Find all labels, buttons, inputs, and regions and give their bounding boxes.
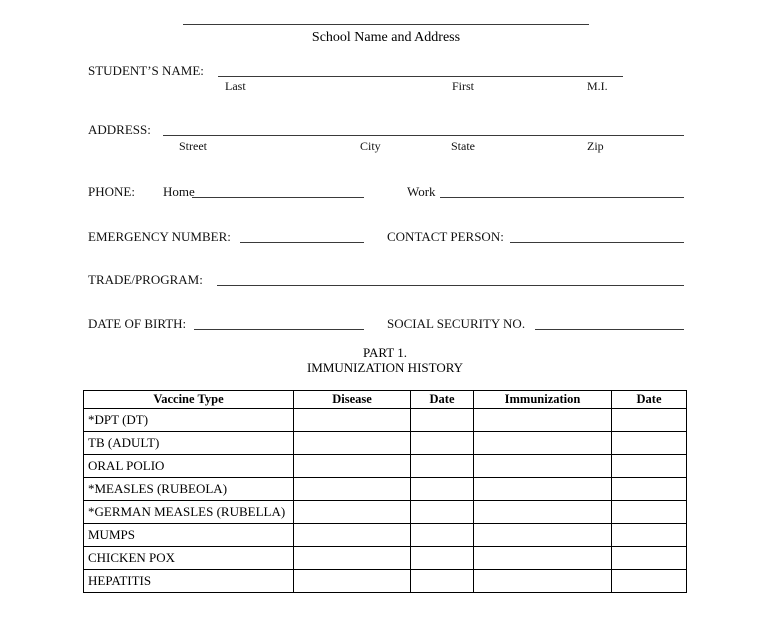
table-row: [84, 409, 687, 432]
student-name-sublabel-first: First: [452, 79, 475, 93]
contact-person-label: CONTACT PERSON:: [387, 229, 504, 244]
table-row: [84, 455, 687, 478]
column-header-vaccine-type: Vaccine Type: [84, 391, 294, 409]
emergency-number-input[interactable]: [240, 242, 364, 243]
phone-work-input[interactable]: [440, 197, 684, 198]
cell-date-immunization[interactable]: [612, 547, 687, 570]
part-number-line: PART 1.: [362, 345, 408, 360]
address-label: ADDRESS:: [88, 122, 151, 137]
address-sublabel-state: State: [451, 139, 475, 153]
cell-immunization[interactable]: [474, 455, 612, 478]
phone-home-label: Home: [163, 184, 195, 199]
cell-vaccine-type: ORAL POLIO: [84, 455, 294, 478]
social-security-label: SOCIAL SECURITY NO.: [387, 316, 526, 331]
address-input[interactable]: [163, 135, 684, 136]
cell-date-immunization[interactable]: [612, 501, 687, 524]
cell-immunization[interactable]: [474, 547, 612, 570]
student-name-sublabel-last: Last: [225, 79, 246, 93]
table-body: [84, 409, 687, 593]
cell-immunization[interactable]: [474, 432, 612, 455]
address-sublabel-zip: Zip: [587, 139, 604, 153]
cell-date-immunization[interactable]: [612, 478, 687, 501]
school-name-rule[interactable]: [183, 24, 589, 25]
table-row: [84, 524, 687, 547]
cell-date-immunization[interactable]: [612, 432, 687, 455]
school-name-caption: School Name and Address: [311, 30, 461, 45]
student-name-label: STUDENT’S NAME:: [88, 63, 204, 78]
trade-program-input[interactable]: [217, 285, 684, 286]
part-title: [0, 345, 770, 375]
cell-date-disease[interactable]: [411, 455, 474, 478]
cell-immunization[interactable]: [474, 409, 612, 432]
table-row: [84, 501, 687, 524]
cell-immunization[interactable]: [474, 478, 612, 501]
table-row: [84, 432, 687, 455]
column-header-immunization: Immunization: [474, 391, 612, 409]
cell-immunization[interactable]: [474, 501, 612, 524]
cell-date-immunization[interactable]: [612, 455, 687, 478]
cell-date-disease[interactable]: [411, 547, 474, 570]
cell-disease[interactable]: [294, 524, 411, 547]
column-header-date-disease: Date: [411, 391, 474, 409]
cell-disease[interactable]: [294, 570, 411, 593]
cell-date-disease[interactable]: [411, 478, 474, 501]
cell-vaccine-type: *DPT (DT): [84, 409, 294, 432]
column-header-date-immunization: Date: [612, 391, 687, 409]
cell-disease[interactable]: [294, 455, 411, 478]
cell-disease[interactable]: [294, 432, 411, 455]
contact-person-input[interactable]: [510, 242, 684, 243]
table-row: [84, 478, 687, 501]
cell-date-disease[interactable]: [411, 501, 474, 524]
student-name-input[interactable]: [218, 76, 623, 77]
cell-immunization[interactable]: [474, 570, 612, 593]
cell-vaccine-type: TB (ADULT): [84, 432, 294, 455]
table-header-row: [84, 391, 687, 409]
trade-program-label: TRADE/PROGRAM:: [88, 272, 203, 287]
cell-vaccine-type: *GERMAN MEASLES (RUBELLA): [84, 501, 294, 524]
cell-date-immunization[interactable]: [612, 409, 687, 432]
phone-home-input[interactable]: [192, 197, 364, 198]
date-of-birth-label: DATE OF BIRTH:: [88, 316, 187, 331]
social-security-input[interactable]: [535, 329, 684, 330]
immunization-history-table: [83, 390, 687, 593]
part-title-line: IMMUNIZATION HISTORY: [306, 360, 464, 375]
cell-disease[interactable]: [294, 501, 411, 524]
phone-work-label: Work: [407, 184, 436, 199]
cell-date-disease[interactable]: [411, 409, 474, 432]
table-row: [84, 570, 687, 593]
student-name-sublabel-mi: M.I.: [587, 79, 608, 93]
phone-label: PHONE:: [88, 184, 135, 199]
address-sublabel-street: Street: [179, 139, 207, 153]
cell-disease[interactable]: [294, 478, 411, 501]
cell-date-disease[interactable]: [411, 570, 474, 593]
column-header-disease: Disease: [294, 391, 411, 409]
cell-date-immunization[interactable]: [612, 570, 687, 593]
cell-date-immunization[interactable]: [612, 524, 687, 547]
cell-vaccine-type: *MEASLES (RUBEOLA): [84, 478, 294, 501]
cell-disease[interactable]: [294, 409, 411, 432]
cell-vaccine-type: MUMPS: [84, 524, 294, 547]
cell-vaccine-type: HEPATITIS: [84, 570, 294, 593]
address-sublabel-city: City: [360, 139, 381, 153]
cell-date-disease[interactable]: [411, 432, 474, 455]
table-row: [84, 547, 687, 570]
cell-date-disease[interactable]: [411, 524, 474, 547]
emergency-number-label: EMERGENCY NUMBER:: [88, 229, 231, 244]
cell-vaccine-type: CHICKEN POX: [84, 547, 294, 570]
date-of-birth-input[interactable]: [194, 329, 364, 330]
cell-disease[interactable]: [294, 547, 411, 570]
cell-immunization[interactable]: [474, 524, 612, 547]
